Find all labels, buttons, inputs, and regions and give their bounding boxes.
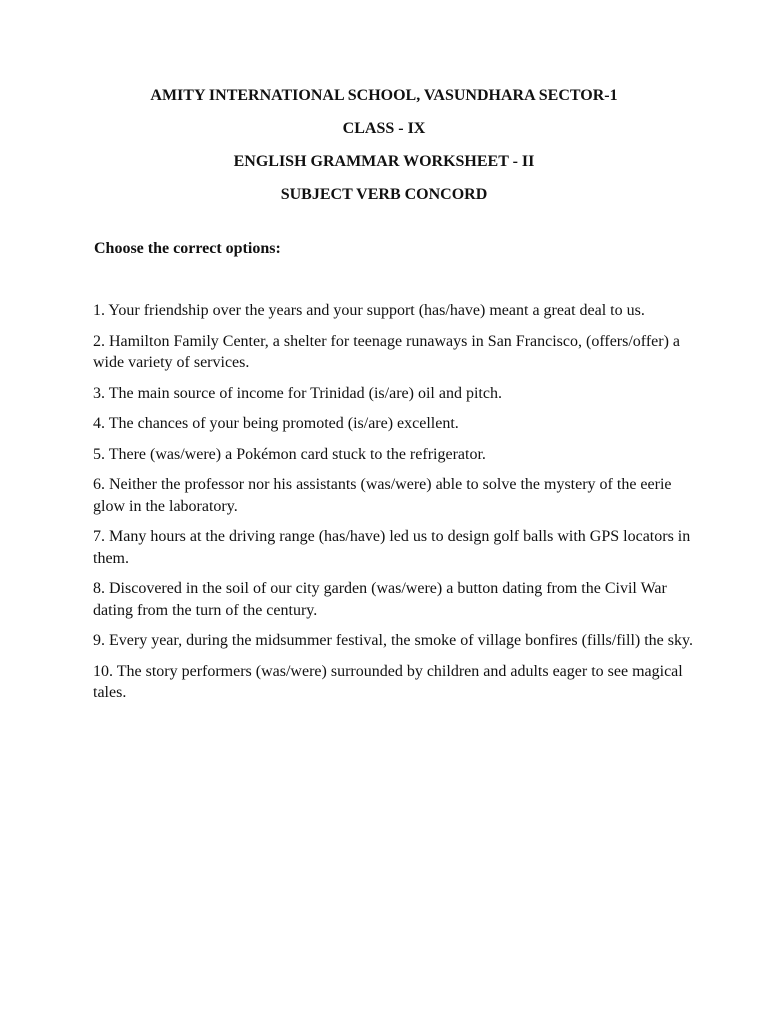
question-item: 2. Hamilton Family Center, a shelter for teenage runaways in San Francisco, (offers/offer) a wide variety of services. [93, 332, 681, 371]
question-list [93, 300, 693, 713]
worksheet-title: ENGLISH GRAMMAR WORKSHEET - II [233, 153, 535, 170]
question-item: 3. The main source of income for Trinidad (is/are) oil and pitch. [93, 384, 502, 402]
class-label: CLASS - IX [342, 120, 426, 137]
question-item: 10. The story performers (was/were) surrounded by children and adults eager to see magical tales. [93, 662, 683, 701]
school-name: AMITY INTERNATIONAL SCHOOL, VASUNDHARA SECTOR-1 [150, 87, 618, 104]
question-item: 8. Discovered in the soil of our city garden (was/were) a button dating from the Civil War dating from the turn of the century. [93, 580, 667, 619]
question-item: 9. Every year, during the midsummer festival, the smoke of village bonfires (fills/fill) the sky. [93, 632, 693, 649]
question-item: 5. There (was/were) a Pokémon card stuck to the refrigerator. [93, 445, 486, 463]
question-item: 4. The chances of your being promoted (is/are) excellent. [93, 415, 459, 432]
instruction-heading: Choose the correct options: [94, 240, 281, 257]
worksheet-header [0, 86, 768, 218]
question-item: 1. Your friendship over the years and your support (has/have) meant a great deal to us. [93, 302, 645, 319]
question-item: 6. Neither the professor nor his assistants (was/were) able to solve the mystery of the eerie glow in the laboratory. [93, 476, 672, 515]
question-item: 7. Many hours at the driving range (has/have) led us to design golf balls with GPS locators in them. [93, 528, 691, 567]
subject-title: SUBJECT VERB CONCORD [280, 186, 488, 203]
